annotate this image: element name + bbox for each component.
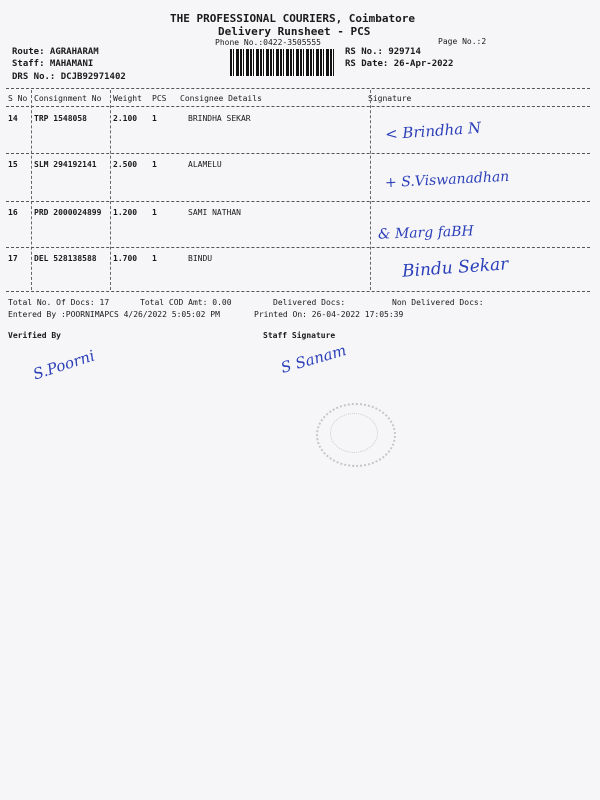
col-sno: S No [8, 94, 28, 103]
row-weight: 2.100 [113, 114, 138, 123]
verified-by-label: Verified By [8, 331, 61, 340]
row-consignment: PRD 2000024899 [34, 208, 102, 217]
col-signature: Signature [368, 94, 412, 103]
total-cod: Total COD Amt: 0.00 [140, 298, 232, 307]
col-rule [110, 90, 111, 290]
row-consignee: ALAMELU [188, 160, 222, 169]
rs-date: RS Date: 26-Apr-2022 [345, 59, 454, 69]
row-sno: 17 [8, 254, 18, 263]
row-signature: Bindu Sekar [401, 254, 509, 282]
row-rule [6, 153, 590, 154]
row-sno: 16 [8, 208, 18, 217]
table-bottom-rule [6, 291, 590, 292]
non-delivered-docs: Non Delivered Docs: [392, 298, 484, 307]
row-weight: 1.700 [113, 254, 138, 263]
faded-stamp-inner [330, 413, 378, 453]
col-weight: Weight [113, 94, 142, 103]
col-rule [370, 90, 371, 290]
drs-number: DRS No.: DCJB92971402 [12, 72, 126, 82]
row-sno: 14 [8, 114, 18, 123]
phone-number: Phone No.:0422-3505555 [215, 38, 321, 47]
runsheet-title: Delivery Runsheet - PCS [218, 25, 371, 38]
row-consignment: TRP 1548058 [34, 114, 87, 123]
row-consignee: BINDU [188, 254, 213, 263]
company-title: THE PROFESSIONAL COURIERS, Coimbatore [170, 12, 416, 25]
col-consignee: Consignee Details [180, 94, 262, 103]
barcode [230, 49, 334, 76]
col-consignment: Consignment No [34, 94, 102, 103]
row-signature: & Marg faBH [377, 223, 474, 243]
col-pcs: PCS [152, 94, 167, 103]
header-top-rule [6, 88, 590, 89]
printed-on: Printed On: 26-04-2022 17:05:39 [254, 310, 404, 319]
entered-by: Entered By :POORNIMAPCS 4/26/2022 5:05:02 PM [8, 310, 220, 319]
row-rule [6, 247, 590, 248]
staff-signature: S Sanam [278, 341, 349, 377]
staff: Staff: MAHAMANI [12, 59, 94, 69]
total-docs: Total No. Of Docs: 17 [8, 298, 110, 307]
row-sno: 15 [8, 160, 18, 169]
row-consignee: SAMI NATHAN [188, 208, 241, 217]
row-consignee: BRINDHA SEKAR [188, 114, 251, 123]
row-pcs: 1 [152, 114, 157, 123]
staff-signature-label: Staff Signature [263, 331, 336, 340]
row-rule [6, 201, 590, 202]
verified-signature: S.Poorni [30, 346, 97, 384]
row-signature: + S.Viswanadhan [384, 168, 510, 192]
row-consignment: DEL 528138588 [34, 254, 97, 263]
rs-number: RS No.: 929714 [345, 47, 421, 57]
row-signature: < Brindha N [384, 118, 482, 144]
row-consignment: SLM 294192141 [34, 160, 97, 169]
page-number: Page No.:2 [438, 37, 487, 46]
row-weight: 1.200 [113, 208, 138, 217]
delivered-docs: Delivered Docs: [273, 298, 346, 307]
row-pcs: 1 [152, 208, 157, 217]
row-pcs: 1 [152, 160, 157, 169]
row-weight: 2.500 [113, 160, 138, 169]
row-pcs: 1 [152, 254, 157, 263]
route: Route: AGRAHARAM [12, 47, 99, 57]
col-rule [31, 90, 32, 290]
header-bottom-rule [6, 106, 590, 107]
